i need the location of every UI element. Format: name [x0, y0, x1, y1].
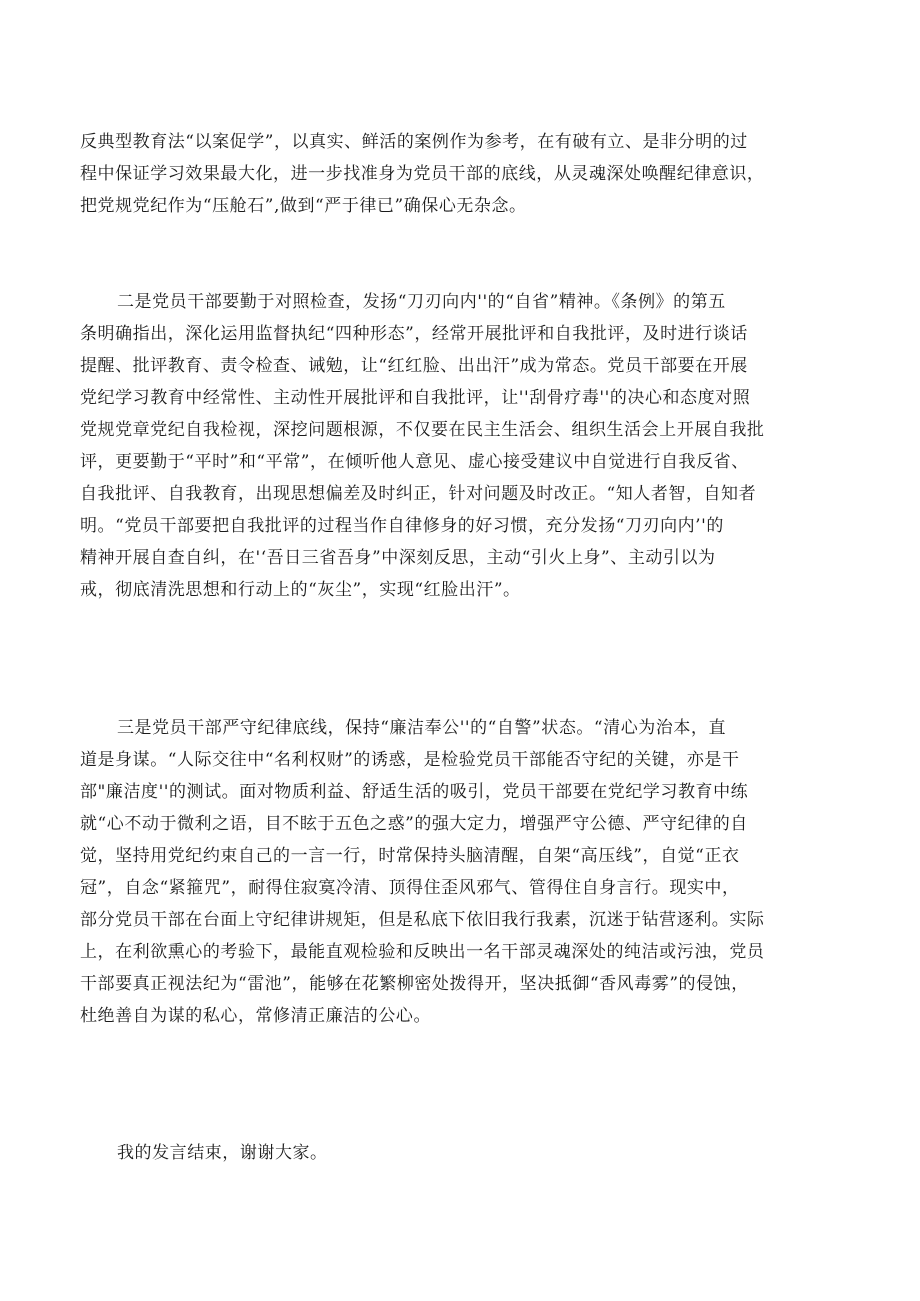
text-line: 杜绝善自为谋的私心，常修清正廉洁的公心。	[80, 1006, 431, 1026]
text-line: 条明确指出，深化运用监督执纪“四种形态”，经常开展批评和自我批评，及时进行谈话	[80, 324, 748, 344]
text-line: 道是身谋。“人际交往中“名利权财”的诱惑，是检验党员干部能否守纪的关键，亦是干	[80, 750, 740, 770]
text-line: 明。“党员干部要把自我批评的过程当作自律修身的好习惯，充分发扬“刀刃向内’'的	[80, 516, 724, 536]
text-line: 自我批评、自我教育，出现思想偏差及时纠正，针对问题及时改正。“知人者智，自知者	[80, 484, 757, 504]
text-line: 就“心不动于微利之语，目不眩于五色之惑”的强大定力，增强严守公德、严守纪律的自	[80, 814, 748, 834]
text-line: 我的发言结束，谢谢大家。	[117, 1143, 328, 1163]
text-line: 反典型教育法“以案促学”，以真实、鲜活的案例作为参考，在有破有立、是非分明的过	[80, 132, 748, 152]
paragraph-integrity-discipline	[80, 712, 852, 1032]
text-line: 精神开展自查自纠，在'‘吾日三省吾身”中深刻反思，主动“引火上身”、主动引以为	[80, 548, 716, 568]
text-line: 三是党员干部严守纪律底线，保持“廉洁奉公''的“自警”状态。“清心为治本，直	[117, 718, 727, 738]
text-line: 二是党员干部要勤于对照检查，发扬“刀刃向内''的“自省”精神。《条例》的第五	[117, 292, 726, 312]
text-line: 党规党章党纪自我检视，深挖问题根源，不仅要在民主生活会、组织生活会上开展自我批	[80, 420, 765, 440]
text-line: 戒，彻底清洗思想和行动上的“灰尘”，实现“红脸出汗”。	[80, 580, 521, 600]
text-line: 党纪学习教育中经常性、主动性开展批评和自我批评，让''刮骨疗毒''的决心和态度对照	[80, 388, 751, 408]
paragraph-case-study	[80, 126, 852, 222]
text-line: 程中保证学习效果最大化，进一步找准身为党员干部的底线，从灵魂深处唤醒纪律意识，	[80, 164, 765, 184]
text-line: 提醒、批评教育、责令检查、诫勉，让“红红脸、出出汗”成为常态。党员干部要在开展	[80, 356, 748, 376]
text-line: 部分党员干部在台面上守纪律讲规矩，但是私底下依旧我行我素，沉迷于钻营逐利。实际	[80, 910, 765, 930]
text-line: 冠”，自念“紧箍咒”，耐得住寂寞冷清、顶得住歪风邪气、管得住自身言行。现实中，	[80, 878, 740, 898]
text-line: 觉，坚持用党纪约束自己的一言一行，时常保持头脑清醒，自架“高压线”，自觉“正衣	[80, 846, 740, 866]
text-line: 部"廉洁度''的测试。面对物质利益、舒适生活的吸引，党员干部要在党纪学习教育中练	[80, 782, 749, 802]
text-line: 上，在利欲熏心的考验下，最能直观检验和反映出一名干部灵魂深处的纯洁或污浊，党员	[80, 942, 765, 962]
paragraph-closing	[80, 1137, 852, 1169]
text-line: 干部要真正视法纪为“雷池”，能够在花繁柳密处拨得开，坚决抵御“香风毒雾”的侵蚀，	[80, 974, 749, 994]
text-line: 把党规党纪作为“压舱石”,做到“严于律已”确保心无杂念。	[80, 196, 527, 216]
text-line: 评，更要勤于“平时”和“平常”，在倾听他人意见、虚心接受建议中自觉进行自我反省、	[80, 452, 749, 472]
paragraph-self-examination	[80, 286, 852, 606]
